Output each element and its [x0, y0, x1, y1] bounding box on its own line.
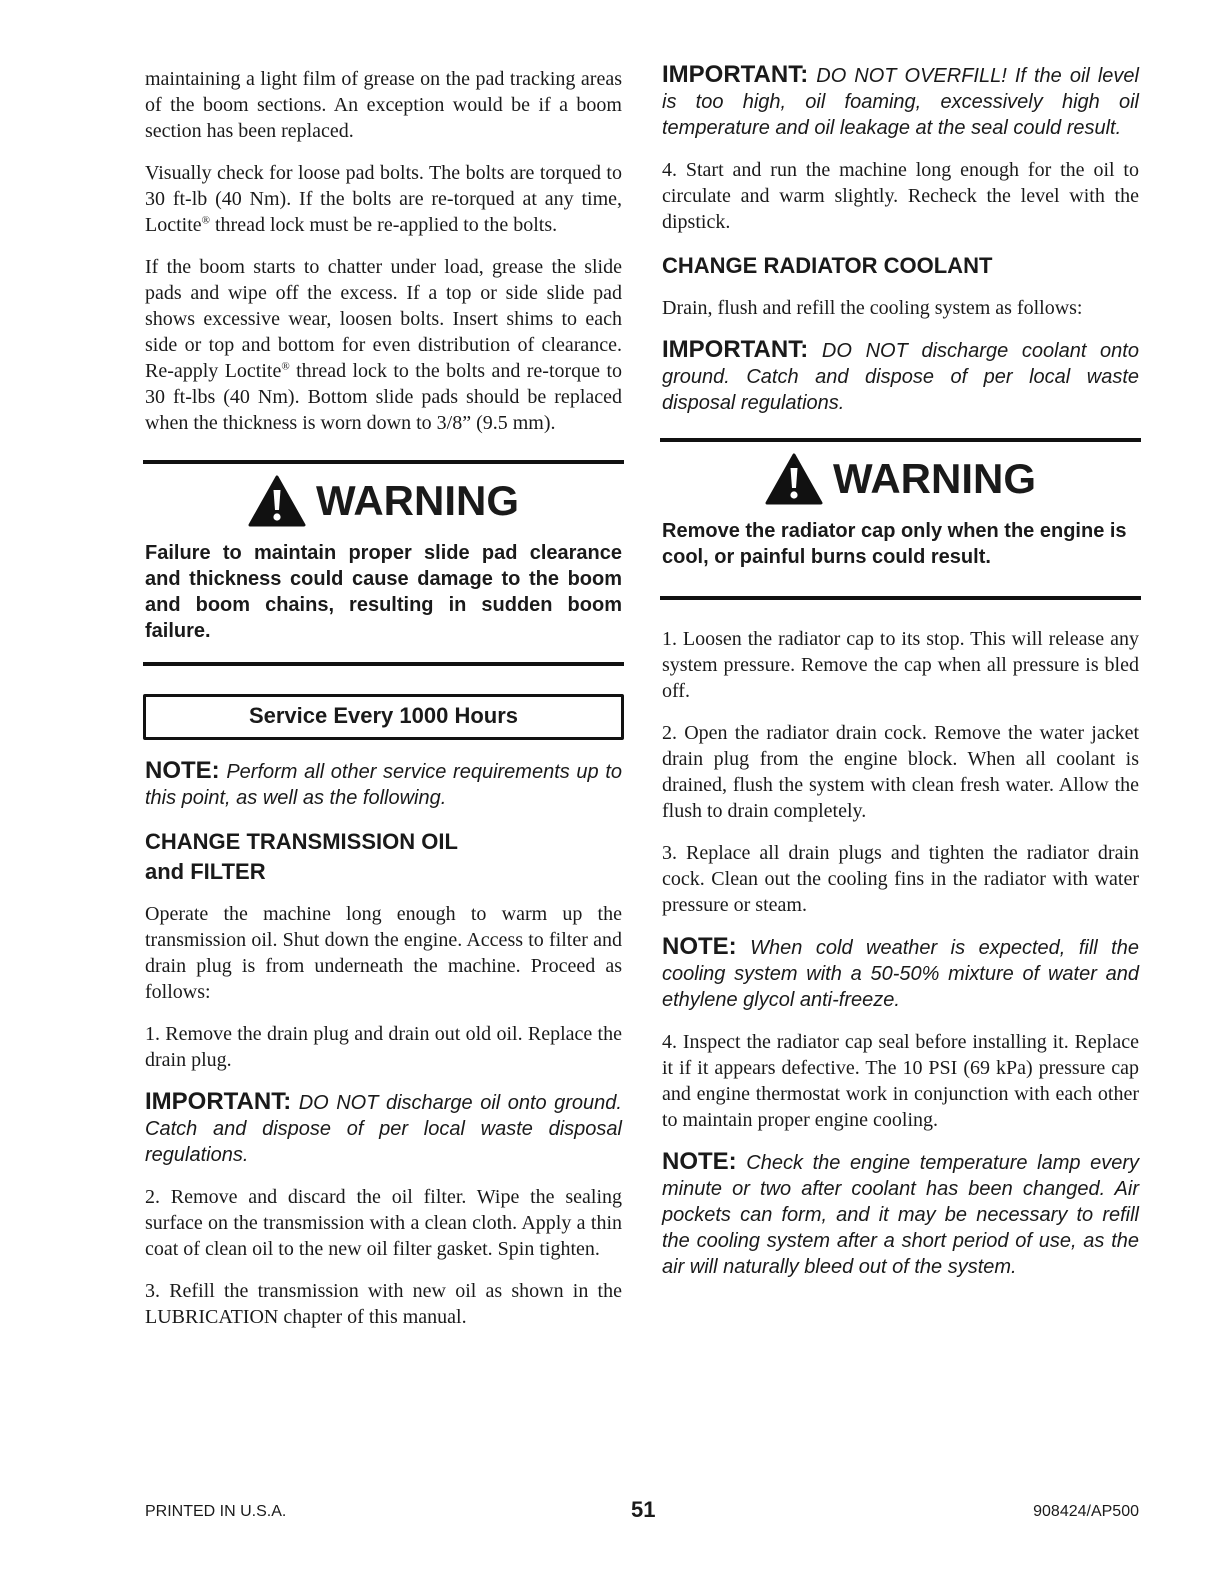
- paragraph-drain-flush: Drain, flush and refill the cooling system as follows:: [662, 297, 1083, 319]
- paragraph-boom-chatter-b: thread lock to the bolts and re-torque to 30 ft-lbs (40 Nm). Bottom slide pads should be replaced when the thickness is worn down to 3/8” (9.5 mm).: [145, 360, 622, 434]
- important-discharge-oil: [145, 1089, 622, 1168]
- important-text: DO NOT discharge coolant onto ground. Catch and dispose of per local waste disposal regulations.: [662, 340, 1139, 414]
- warning-box-slide-pad: [143, 460, 624, 666]
- paragraph-boom-chatter-a: If the boom starts to chatter under load, grease the slide pads and wipe off the excess. If a top or side slide pad shows excessive wear, loosen bolts. Insert shims to each side or top and bottom for even distribution of clearance. Re-apply Loctite: [145, 256, 622, 382]
- registered-mark: ®: [281, 360, 290, 373]
- heading-line-2: and FILTER: [145, 859, 266, 884]
- paragraph-boom-chatter: [145, 254, 622, 436]
- note-text: When cold weather is expected, fill the cooling system with a 50-50% mixture of water and ethylene glycol anti-freeze.: [662, 937, 1139, 1011]
- right-column: [662, 62, 1139, 1296]
- important-discharge-coolant: [662, 337, 1139, 416]
- note-label: NOTE:: [662, 933, 737, 960]
- warning-title: WARNING: [316, 477, 519, 524]
- paragraph-warm-transmission: Operate the machine long enough to warm up the transmission oil. Shut down the engine. Access to filter and drain plug is from underneath the machine. Proceed as follows:: [145, 903, 622, 1003]
- paragraph-pad-grease: maintaining a light film of grease on the pad tracking areas of the boom sections. An exception would be if a boom section has been replaced.: [145, 68, 622, 142]
- warning-text: Remove the radiator cap only when the engine is cool, or painful burns could result.: [662, 520, 1127, 568]
- warning-heading: [660, 448, 1141, 510]
- note-text: Check the engine temperature lamp every minute or two after coolant has been changed. Air pockets can form, and it may be necessary to refill the cooling system after a short period of use, as the air will naturally bleed out of the system.: [662, 1152, 1140, 1278]
- important-text: DO NOT discharge oil onto ground. Catch and dispose of per local waste disposal regulations.: [145, 1092, 622, 1166]
- paragraph-pad-bolts-b: thread lock must be re-applied to the bolts.: [210, 214, 558, 236]
- step-1-loosen-cap: 1. Loosen the radiator cap to its stop. This will release any system pressure. Remove the cap when all pressure is bled off.: [662, 628, 1139, 702]
- step-1-drain-plug: 1. Remove the drain plug and drain out old oil. Replace the drain plug.: [145, 1023, 622, 1071]
- heading-line-1: CHANGE TRANSMISSION OIL: [145, 829, 458, 854]
- note-label: NOTE:: [145, 757, 220, 784]
- note-label: NOTE:: [662, 1148, 737, 1175]
- step-4-inspect-cap: 4. Inspect the radiator cap seal before installing it. Replace it if it appears defective. The 10 PSI (69 kPa) pressure cap and engine thermostat work in conjunction with each other to maintain proper engine cooling.: [662, 1031, 1139, 1131]
- step-2-drain-cock: 2. Open the radiator drain cock. Remove the water jacket drain plug from the engine block. When all coolant is drained, flush the system with clean fresh water. Allow the flush to drain completely.: [662, 722, 1139, 822]
- note-temperature-lamp: [662, 1149, 1139, 1280]
- registered-mark: ®: [201, 214, 210, 227]
- warning-triangle-icon: [248, 475, 306, 527]
- important-do-not-overfill: [662, 62, 1139, 141]
- footer-document-code: 908424/AP500: [1033, 1503, 1139, 1520]
- important-label: IMPORTANT:: [662, 336, 809, 363]
- page-number: 51: [631, 1497, 656, 1522]
- important-label: IMPORTANT:: [145, 1088, 292, 1115]
- warning-title: WARNING: [833, 455, 1036, 502]
- left-column: [145, 66, 622, 1346]
- warning-triangle-icon: [765, 453, 823, 505]
- paragraph-pad-bolts-a: Visually check for loose pad bolts. The bolts are torqued to 30 ft-lb (40 Nm). If the bolts are re-torqued at any time, Loctite: [145, 162, 622, 236]
- note-text: Perform all other service requirements up to this point, as well as the following.: [145, 761, 622, 809]
- note-cold-weather: [662, 934, 1139, 1013]
- important-label: IMPORTANT:: [662, 61, 809, 88]
- step-3-replace-plugs: 3. Replace all drain plugs and tighten the radiator drain cock. Clean out the cooling fins in the radiator with water pressure or steam.: [662, 842, 1139, 916]
- step-4-run-machine: 4. Start and run the machine long enough for the oil to circulate and warm slightly. Recheck the level with the dipstick.: [662, 159, 1139, 233]
- step-3-refill: 3. Refill the transmission with new oil as shown in the LUBRICATION chapter of this manual.: [145, 1280, 622, 1328]
- heading-change-radiator-coolant: CHANGE RADIATOR COOLANT: [662, 253, 993, 278]
- service-interval-box: Service Every 1000 Hours: [143, 694, 624, 740]
- page-footer: [145, 1497, 1139, 1527]
- heading-change-transmission-oil: [145, 827, 622, 887]
- step-2-oil-filter: 2. Remove and discard the oil filter. Wipe the sealing surface on the transmission with a clean cloth. Apply a thin coat of clean oil to the new oil filter gasket. Spin tighten.: [145, 1186, 622, 1260]
- warning-heading: [143, 470, 624, 532]
- paragraph-pad-bolts: [145, 160, 622, 238]
- footer-printed: PRINTED IN U.S.A.: [145, 1503, 287, 1520]
- warning-text: Failure to maintain proper slide pad clearance and thickness could cause damage to the boom and boom chains, resulting in sudden boom failure.: [145, 542, 622, 642]
- warning-box-radiator-cap: [660, 438, 1141, 600]
- important-text: DO NOT OVERFILL! If the oil level is too high, oil foaming, excessively high oil temperature and oil leakage at the seal could result.: [662, 65, 1140, 139]
- note-perform-service: [145, 758, 622, 811]
